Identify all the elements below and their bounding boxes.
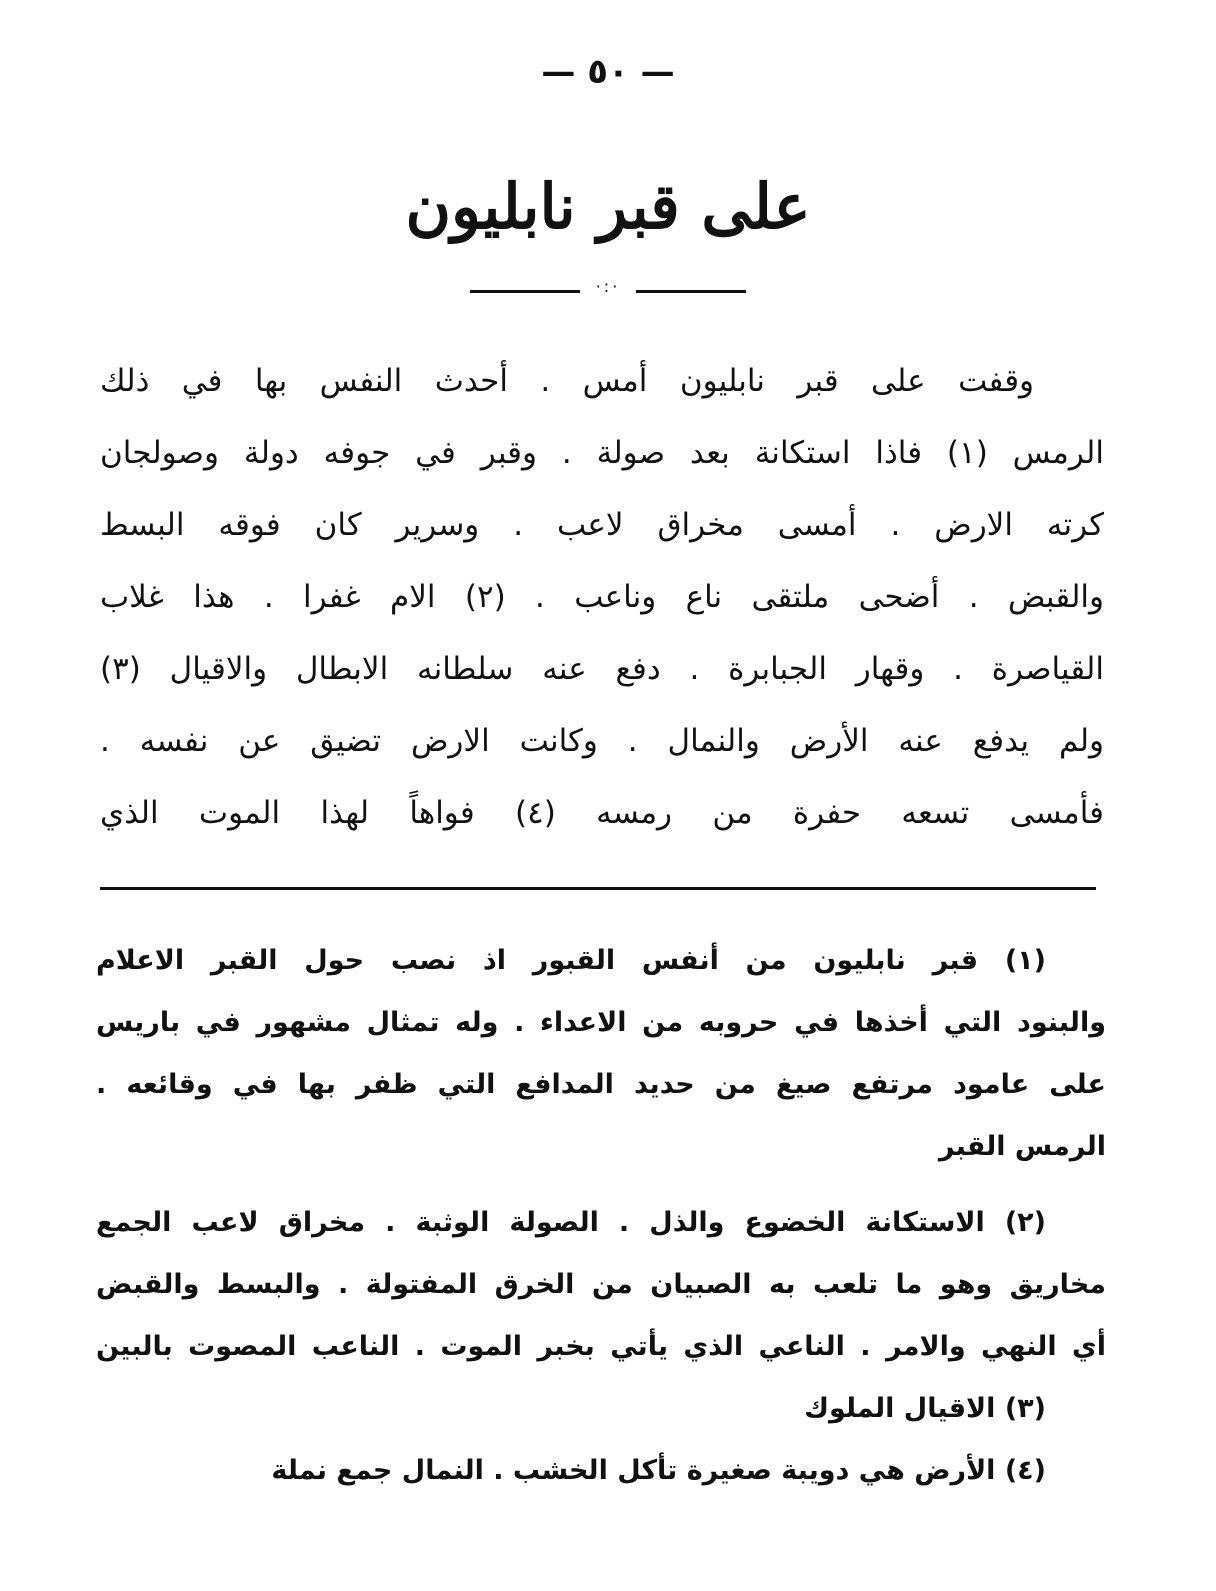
footnote-2 — [96, 1192, 1106, 1378]
footnote-4: (٤) الأرض هي دويبة صغيرة تأكل الخشب . النمال جمع نملة — [271, 1455, 1046, 1486]
footnote-line: مخاريق وهو ما تلعب به الصبيان من الخرق المفتولة . والبسط والقبض — [96, 1269, 1106, 1300]
footnote-line: على عامود مرتفع صيغ من حديد المدافع التي ظفر بها في وقائعه . — [96, 1069, 1106, 1100]
footnotes-section — [96, 930, 1106, 1502]
body-paragraph — [100, 345, 1104, 849]
title-ornament — [470, 277, 746, 299]
footnote-divider — [100, 887, 1096, 890]
body-line: كرته الارض . أمسى مخراق لاعب . وسرير كان فوقه البسط — [100, 507, 1104, 543]
body-line: ولم يدفع عنه الأرض والنمال . وكانت الارض تضيق عن نفسه . — [100, 723, 1104, 759]
footnote-line: والبنود التي أخذها في حروبه من الاعداء . وله تمثال مشهور في باريس — [96, 1007, 1106, 1038]
body-line: القياصرة . وقهار الجبابرة . دفع عنه سلطانه الابطال والاقيال (٣) — [100, 651, 1104, 687]
footnote-1 — [96, 930, 1106, 1178]
body-line: وقفت على قبر نابليون أمس . أحدث النفس بها في ذلك — [100, 363, 1034, 399]
footnote-line: (١) قبر نابليون من أنفس القبور اذ نصب حول القبر الاعلام — [96, 945, 1046, 976]
body-line: والقبض . أضحى ملتقى ناع وناعب . (٢) الام غفرا . هذا غلاب — [100, 579, 1104, 615]
ornament-dots: ·:· — [595, 277, 621, 296]
ornament-line-right — [636, 290, 746, 293]
body-line: فأمسى تسعه حفرة من رمسه (٤) فواهاً لهذا الموت الذي — [100, 795, 1104, 831]
ornament-line-left — [470, 290, 580, 293]
footnote-line: (٢) الاستكانة الخضوع والذل . الصولة الوثبة . مخراق لاعب الجمع — [96, 1207, 1046, 1238]
footnote-line: الرمس القبر — [938, 1131, 1106, 1162]
footnote-line: أي النهي والامر . الناعي الذي يأتي بخبر الموت . الناعب المصوت بالبين — [96, 1331, 1106, 1362]
body-line: الرمس (١) فاذا استكانة بعد صولة . وقبر في جوفه دولة وصولجان — [100, 435, 1104, 471]
page-number: — ٥٠ — — [541, 52, 675, 92]
page-title: على قبر نابليون — [405, 170, 811, 243]
footnote-3: (٣) الاقيال الملوك — [804, 1393, 1046, 1424]
